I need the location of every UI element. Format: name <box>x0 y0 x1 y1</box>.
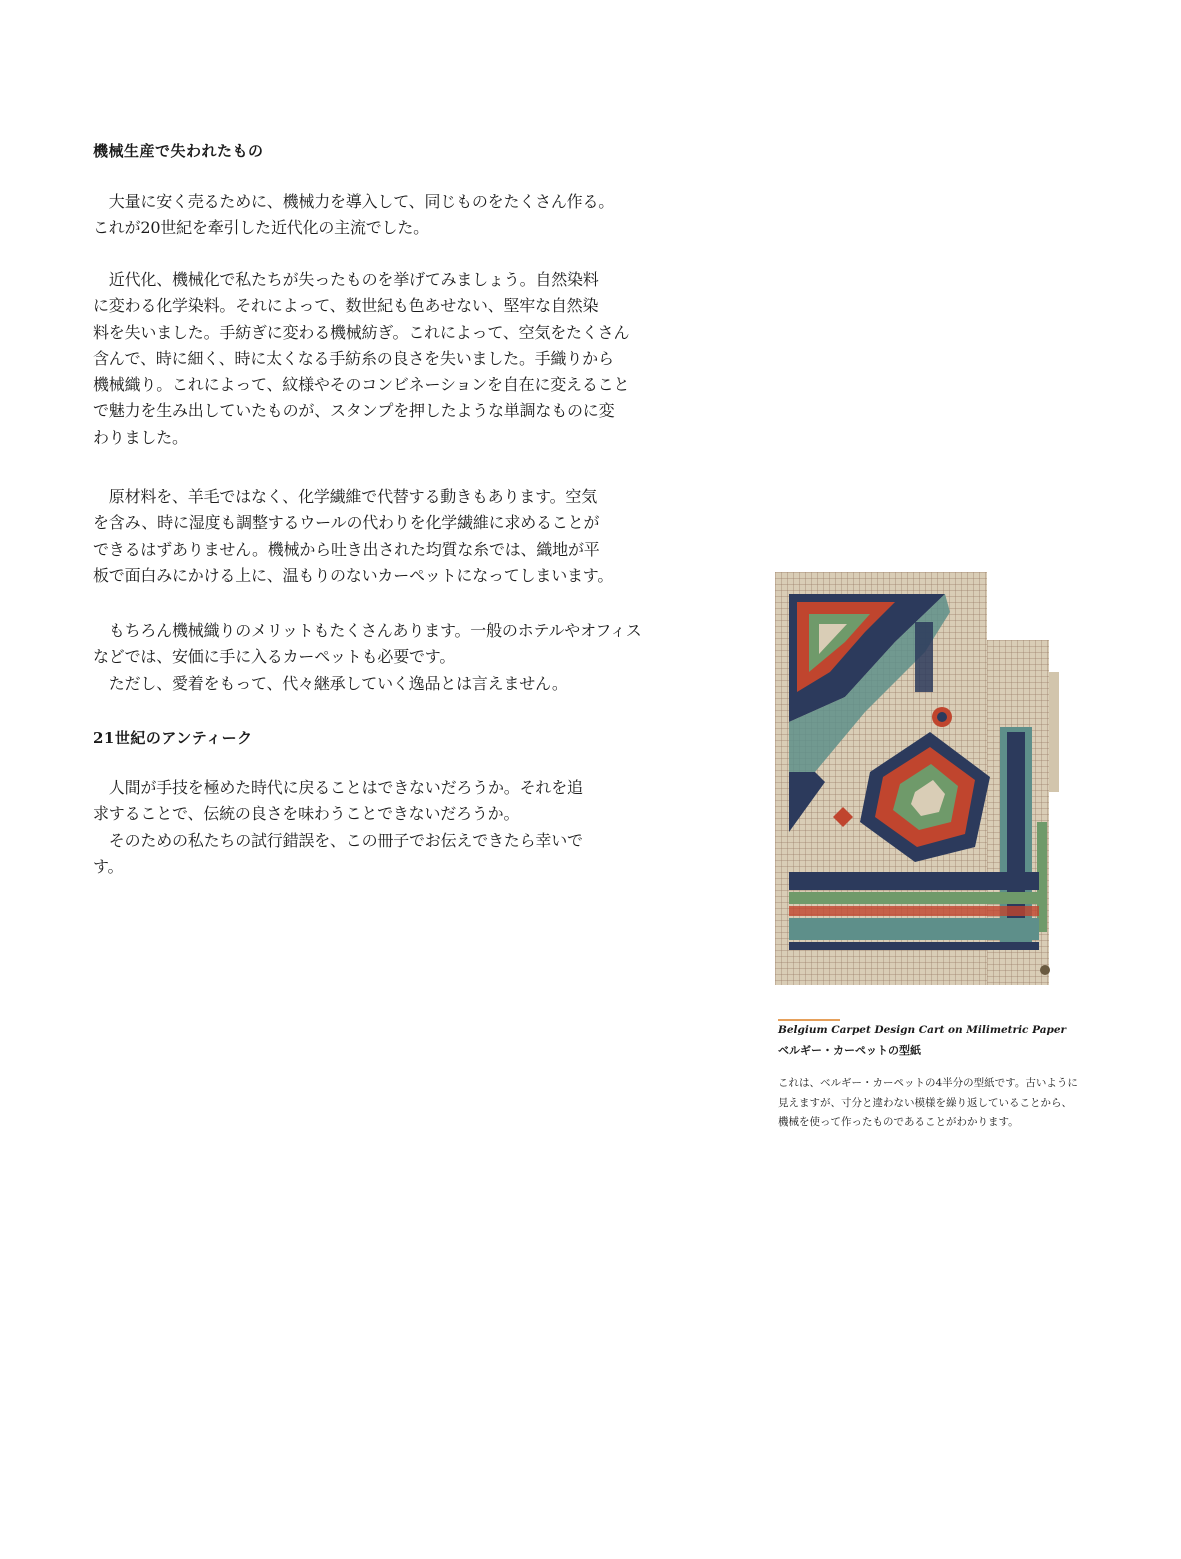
carpet-pattern-drawing <box>775 572 1060 985</box>
paragraph-machine-merits: もちろん機械織りのメリットもたくさんあります。一般のホテルやオフィス などでは、安価に手に入るカーペットも必要です。 ただし、愛着をもって、代々継承していく逸品とは言えません。 <box>93 621 642 693</box>
border-bottom-3 <box>789 906 1039 916</box>
border-bottom-4 <box>789 918 1039 940</box>
paragraph-craft: 人間が手技を極めた時代に戻ることはできないだろうか。それを追 求することで、伝統の良さを味わうことできないだろうか。 そのための私たちの試行錯誤を、この冊子でお伝えできたら幸いで す。 <box>93 778 583 876</box>
carpet-design-image <box>775 572 1060 985</box>
paragraph-synthetic-fiber: 原材料を、羊毛ではなく、化学繊維で代替する動きもあります。空気 を含み、時に湿度も調整するウールの代わりを化学繊維に求めることが できるはずありません。機械から吐き出された均質な糸では、織地が平 板で面白みにかける上に、温もりのないカーペットになってしまいます。 <box>93 487 614 585</box>
stamp-mark <box>1040 965 1050 975</box>
section-heading-lost: 機械生産で失われたもの <box>93 142 264 160</box>
pattern-navy-band <box>789 772 825 832</box>
caption-description: これは、ベルギー・カーペットの4半分の型紙です。古いように 見えますが、寸分と違わない模様を繰り返していることから、 機械を使って作ったものであることがわかります。 <box>778 1077 1078 1128</box>
ornament-diamond <box>833 807 853 827</box>
paragraph-mass-production: 大量に安く売るために、機械力を導入して、同じものをたくさん作る。 これが20世紀を牽引した近代化の主流でした。 <box>93 192 615 238</box>
caption-english: Belgium Carpet Design Cart on Milimetric Paper <box>778 1024 1067 1036</box>
caption-rule <box>778 1019 840 1021</box>
paragraph-modernization: 近代化、機械化で私たちが失ったものを挙げてみましょう。自然染料 に変わる化学染料。それによって、数世紀も色あせない、堅牢な自然染 料を失いました。手紡ぎに変わる機械紡ぎ。これによって、空気をたくさん 含んで、時に細く、時に太くなる手紡糸の良さを失いました。手織りから 機械織り。これによって、紋様やそのコンビネーションを自在に変えること で魅力を生み出していたものが、スタンプを押したような単調なものに変 わりました。 <box>93 270 630 447</box>
border-bottom-1 <box>789 872 1039 890</box>
top-motif <box>915 622 933 692</box>
section-heading-antique: 21世紀のアンティーク <box>93 729 253 747</box>
border-bottom-2 <box>789 892 1039 904</box>
border-bottom-5 <box>789 942 1039 950</box>
ornament-navy <box>937 712 947 722</box>
caption-japanese: ベルギー・カーペットの型紙 <box>778 1044 921 1057</box>
